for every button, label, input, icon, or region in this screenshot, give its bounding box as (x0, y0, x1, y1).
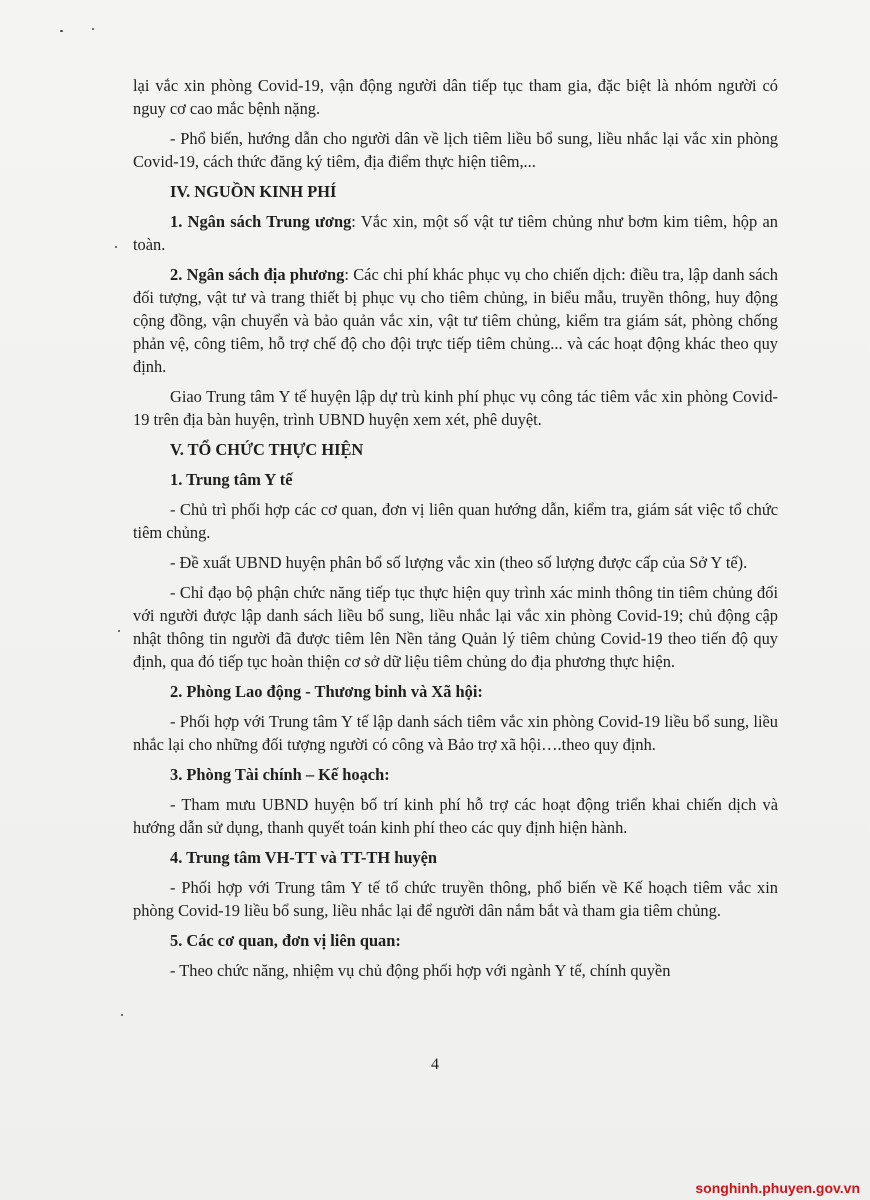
section-heading: 2. Phòng Lao động - Thương binh và Xã hội: (170, 682, 483, 701)
body-paragraph: - Tham mưu UBND huyện bố trí kinh phí hỗ trợ các hoạt động triển khai chiến dịch và hướng dẫn sử dụng, thanh quyết toán kinh phí theo các quy định hiện hành. (133, 795, 778, 837)
section-heading: 1. Trung tâm Y tế (170, 470, 293, 489)
funding-paragraph (133, 210, 778, 256)
section-heading: 5. Các cơ quan, đơn vị liên quan: (170, 931, 401, 950)
body-paragraph: - Phổ biến, hướng dẫn cho người dân về lịch tiêm liều bổ sung, liều nhắc lại vắc xin phòng Covid-19, cách thức đăng ký tiêm, địa điểm thực hiện tiêm,... (133, 129, 778, 171)
section-heading: V. TỔ CHỨC THỰC HIỆN (170, 440, 364, 459)
body-paragraph: Giao Trung tâm Y tế huyện lập dự trù kinh phí phục vụ công tác tiêm vắc xin phòng Covid-19 trên địa bàn huyện, trình UBND huyện xem xét, phê duyệt. (133, 387, 778, 429)
funding-paragraph (133, 263, 778, 378)
document-body (133, 74, 778, 989)
scan-speck (121, 1014, 123, 1016)
body-paragraph: - Đề xuất UBND huyện phân bổ số lượng vắc xin (theo số lượng được cấp của Sở Y tế). (170, 553, 748, 572)
body-paragraph: - Chủ trì phối hợp các cơ quan, đơn vị liên quan hướng dẫn, kiểm tra, giám sát việc tổ chức tiêm chủng. (133, 500, 778, 542)
scan-speck (118, 630, 120, 632)
body-paragraph: - Chỉ đạo bộ phận chức năng tiếp tục thực hiện quy trình xác minh thông tin tiêm chủng đối với người được lập danh sách liều bổ sung, liều nhắc lại vắc xin phòng Covid-19; chủ động cập nhật thông tin người đã được tiêm lên Nền tảng Quản lý tiêm chủng Covid-19 theo tiến độ quy định, qua đó tiếp tục hoàn thiện cơ sở dữ liệu tiêm chủng do địa phương thực hiện. (133, 583, 778, 671)
section-heading: 4. Trung tâm VH-TT và TT-TH huyện (170, 848, 438, 867)
scan-speck (92, 28, 94, 30)
body-paragraph: - Phối hợp với Trung tâm Y tế tổ chức truyền thông, phổ biến về Kế hoạch tiêm vắc xin phòng Covid-19 liều bổ sung, liều nhắc lại để người dân nắm bắt và tham gia tiêm chủng. (133, 878, 778, 920)
paragraph-lead: 1. Ngân sách Trung ương (170, 212, 352, 231)
paragraph-lead: 2. Ngân sách địa phương (170, 265, 345, 284)
section-heading: 3. Phòng Tài chính – Kế hoạch: (170, 765, 390, 784)
paragraph-text: : Vắc xin, một số vật tư tiêm chủng như bơm kim tiêm, hộp an toàn. (133, 212, 778, 254)
body-paragraph: - Theo chức năng, nhiệm vụ chủ động phối hợp với ngành Y tế, chính quyền (170, 961, 671, 980)
body-paragraph: - Phối hợp với Trung tâm Y tế lập danh sách tiêm vắc xin phòng Covid-19 liều bổ sung, liều nhắc lại cho những đối tượng người có công và Bảo trợ xã hội….theo quy định. (133, 712, 778, 754)
paragraph-text: : Các chi phí khác phục vụ cho chiến dịch: điều tra, lập danh sách đối tượng, vật tư và trang thiết bị phục vụ cho tiêm chủng, in biểu mẫu, truyền thông, huy động cộng đồng, vận chuyển và bảo quản vắc xin, vật tư tiêm chủng, kiểm tra giám sát, phòng chống phản vệ, công tiêm, hỗ trợ chế độ cho đội trực tiếp tiêm chủng... và các hoạt động khác theo quy định. (133, 265, 778, 376)
body-paragraph: lại vắc xin phòng Covid-19, vận động người dân tiếp tục tham gia, đặc biệt là nhóm người có nguy cơ cao mắc bệnh nặng. (133, 76, 778, 118)
source-watermark[interactable]: songhinh.phuyen.gov.vn (695, 1180, 860, 1196)
scan-speck (115, 246, 117, 248)
page-number: 4 (431, 1056, 439, 1073)
scan-speck (60, 30, 63, 32)
section-heading: IV. NGUỒN KINH PHÍ (170, 182, 337, 201)
